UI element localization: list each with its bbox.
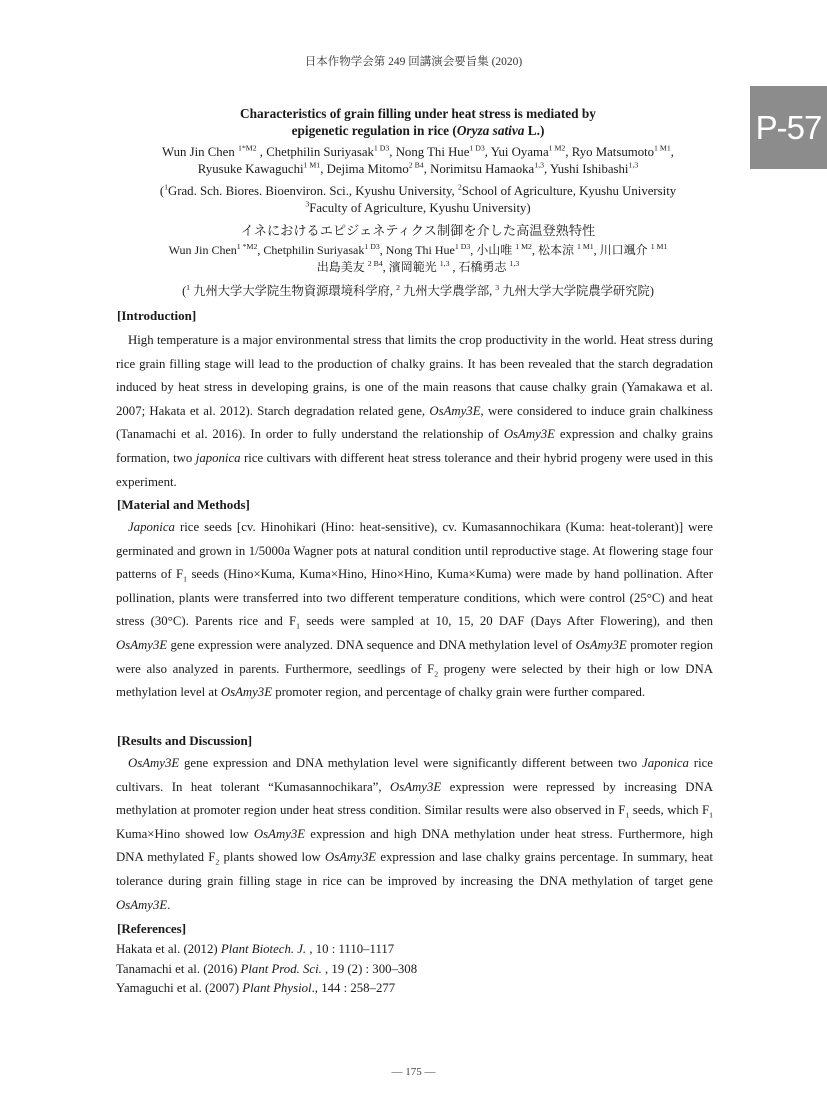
superscript: 1 D3 (373, 143, 390, 153)
italic-term: japonica (195, 450, 241, 465)
section-heading-introduction: [Introduction] (117, 308, 197, 323)
italic-term: OsAmy3E (390, 779, 442, 794)
italic-term: OsAmy3E (503, 427, 555, 442)
italic-term: Plant Prod. Sci. (240, 961, 322, 976)
authors-jp: Wun Jin Chen$^{1 *M2}$, Chetphilin Suriyasak$^{1 D3}$, Nong Thi Hue$^{1 D3}$, 小山唯 $^{1 M2}$, 松本涼 $^{1 M1}$, 川口颯介 $^{1 M1}$ 出島美友 $^{2 B4}$, 濱岡範光 $^{1,3}$ , 石橋勇志 $^{1,3}$ (168, 242, 668, 274)
superscript: 1 M1 (650, 242, 668, 251)
authors-en: Wun Jin Chen $^{1*M2}$ , Chetphilin Suriyasak$^{1 D3}$, Nong Thi Hue$^{1 D3}$, Yui Oyama$^{1 M2}$, Ryo Matsumoto$^{1 M1}$, Ryusuke Kawaguchi$^{1 M1}$, Dejima Mitomo$^{2 B4}$, Norimitsu Hamaoka$^{1,3}$, Yushi Ishibashi$^{1,3}$ (162, 143, 674, 176)
page-number: ― 175 ― (391, 1066, 436, 1078)
paper-title-jp: イネにおけるエピジェネティクス制御を介した高温登熟特性 (240, 223, 596, 238)
section-heading-results: [Results and Discussion] (117, 733, 253, 748)
italic-term: OsAmy3E (128, 756, 180, 770)
subscript: 1 (296, 621, 300, 631)
paper-title-en: Characteristics of grain filling under heat stress is mediated by epigenetic regulation in rice (Oryza sativa L.) (240, 106, 596, 138)
subscript: 1 (183, 574, 188, 584)
superscript: 1 *M2 (236, 242, 258, 251)
italic-term: OsAmy3E (253, 826, 306, 841)
italic-term: OsAmy3E (324, 850, 377, 865)
superscript: 3 (495, 282, 500, 292)
superscript: 1 (164, 182, 168, 192)
superscript: 1 M2 (548, 143, 566, 153)
italic-term: OsAmy3E (429, 403, 481, 418)
affiliations-jp: ($^1$ 九州大学大学院生物資源環境科学府, $^2$ 九州大学農学部, $^3$ 九州大学大学院農学研究院) (182, 282, 654, 298)
superscript: 2 B4 (367, 258, 383, 268)
superscript: 1,3 (534, 160, 544, 170)
subscript: 2 (215, 857, 220, 867)
reference-list (116, 940, 417, 999)
introduction-body: High temperature is a major environmental stress that limits the crop productivity in the world. Heat stress during rice grain filling stage will lead to the production of chalky grains. It has been revealed that the starch degradation induced by heat stress in developing grains, is one of the main reasons that cause chalky grain (Yamakawa et al. 2007; Hakata et al. 2012). Starch degradation related gene, OsAmy3E, were considered to induce grain chalkiness (Tanamachi et al. 2016). In order to fully understand the relationship of OsAmy3E expression and chalky grains formation, two japonica rice cultivars with different heat stress tolerance and their hybrid progeny were used in this experiment. (116, 333, 714, 489)
section-heading-references: [References] (117, 921, 187, 936)
italic-term: OsAmy3E (116, 637, 168, 652)
superscript: 1 D3 (364, 242, 380, 251)
reference-item: Yamaguchi et al. (2007) Plant Physiol., 144 : 258–277 (116, 981, 396, 995)
italic-term: Japonica (642, 756, 689, 770)
italic-term: Plant Biotech. J. (220, 942, 307, 956)
proceedings-header: 日本作物学会第 249 回講演会要旨集 (2020) (304, 56, 523, 68)
affiliations-en: ($^1$Grad. Sch. Biores. Bioenviron. Sci., Kyushu University, $^2$School of Agriculture, Kyushu University $^3$Faculty of Agriculture, Kyushu University) (159, 182, 677, 215)
superscript: 2 (396, 282, 400, 292)
subscript: 1 (625, 810, 630, 820)
italic-term: Japonica (128, 520, 175, 534)
superscript: 1 M1 (303, 160, 321, 170)
superscript: 1 M2 (515, 242, 532, 251)
superscript: 1,3 (628, 160, 639, 170)
results-body: OsAmy3E gene expression and DNA methylation level were significantly different between two Japonica rice cultivars. In heat tolerant “Kumasannochikara”, OsAmy3E expression were repressed by increasing DNA methylation at promoter region under heat stress condition. Similar results were also observed in $F_1$ seeds, which $F_1$ Kuma×Hino showed low OsAmy3E expression and high DNA methylation under heat stress. Furthermore, high DNA methylated $F_2$ plants showed low OsAmy3E expression and lase chalky grains percentage. In summary, heat tolerance during grain filling stage in rice can be improved by increasing the DNA methylation of target gene OsAmy3E. (116, 756, 714, 912)
italic-term: OsAmy3E (575, 637, 627, 652)
reference-item: Hakata et al. (2012) Plant Biotech. J. , 10 : 1110–1117 (116, 942, 395, 956)
superscript: 1,3 (439, 258, 450, 268)
superscript: 1*M2 (237, 143, 257, 153)
superscript: 3 (305, 199, 310, 209)
poster-number-tab: P-57 (750, 86, 827, 169)
methods-body: Japonica rice seeds [cv. Hinohikari (Hino: heat-sensitive), cv. Kumasannochikara (Kuma: heat-tolerant)] were germinated and grown in 1/5000a Wagner pots at natural condition until reproductive stage. At flowering stage four patterns of $F_1$ seeds (Hino×Kuma, Kuma×Hino, Hino×Hino, Kuma×Kuma) were made by hand pollination. After pollination, plants were transferred into two different temperature conditions, which were control (25°C) and heat stress (30°C). Parents rice and $F_1$ seeds were sampled at 10, 15, 20 DAF (Days After Flowering), and then OsAmy3E gene expression were analyzed. DNA sequence and DNA methylation level of OsAmy3E promoter region were also analyzed in parents. Furthermore, seedlings of $F_2$ progeny were selected by their high or low DNA methylation level at OsAmy3E promoter region, and percentage of chalky grain were further compared. (116, 520, 713, 700)
superscript: 1 (186, 282, 191, 292)
italic-term: OsAmy3E (220, 685, 273, 700)
italic-term: Plant Physiol (242, 981, 312, 995)
superscript: 1 M1 (576, 242, 594, 251)
superscript: 1 M1 (654, 143, 671, 153)
subscript: 1 (709, 810, 714, 820)
italic-term: Oryza sativa (456, 122, 525, 138)
superscript: 1,3 (509, 258, 520, 268)
section-heading-methods: [Material and Methods] (117, 497, 250, 512)
subscript: 2 (434, 669, 439, 679)
italic-term: OsAmy3E (116, 897, 168, 912)
superscript: 2 (457, 182, 462, 192)
superscript: 1 D3 (469, 143, 485, 153)
superscript: 1 D3 (454, 242, 471, 251)
superscript: 2 B4 (408, 160, 424, 170)
reference-item: Tanamachi et al. (2016) Plant Prod. Sci. , 19 (2) : 300–308 (116, 961, 418, 976)
